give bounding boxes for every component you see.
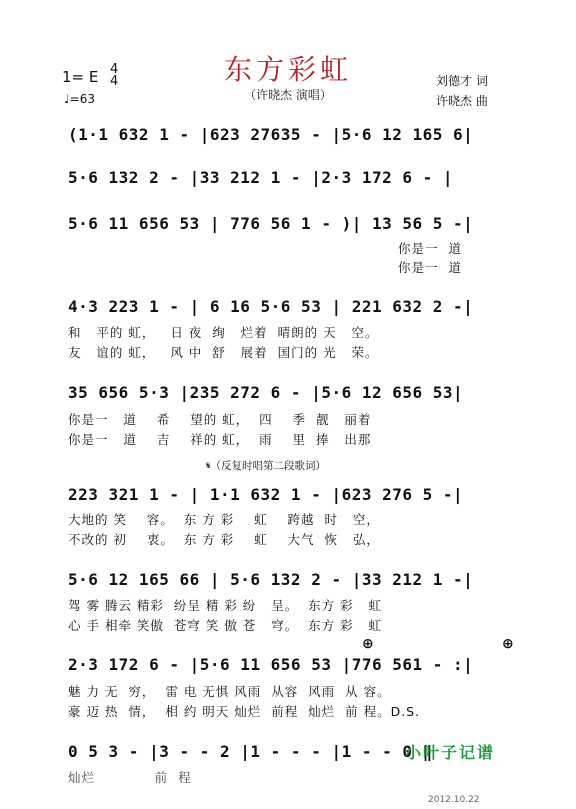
transcription-date: 2012.10.22: [428, 795, 480, 805]
score-system-7-lyric-2: 心 手 相牵 笑傲 苍穹 笑 傲 苍 穹。 东方 彩 虹: [68, 618, 383, 633]
score-system-1-notes: (1·1 632 1 - |623 27635 - |5·6 12 165 6|: [68, 125, 474, 144]
score-system-8-notes: 2·3 172 6 - |5·6 11 656 53 |776 561 - :|: [68, 655, 474, 674]
coda-mark-left: ⊕: [362, 636, 374, 652]
score-system-9-notes: 0 5 3 - |3 - - 2 |1 - - - |1 - - 0 ‖: [68, 742, 433, 761]
score-system-5-lyric-1: 你是一 道 希 望的 虹， 四 季 靓 丽着: [68, 412, 372, 427]
time-signature: [110, 64, 118, 88]
score-system-4-notes: 4·3 223 1 - | 6 16 5·6 53 | 221 632 2 -|: [68, 297, 474, 316]
song-title: 东方彩虹: [223, 53, 352, 86]
key-signature: 1= E: [62, 68, 99, 86]
time-signature-top: 4: [110, 62, 119, 77]
lyricist-credit: 刘德才 词: [436, 74, 488, 88]
score-system-6-lyric-2: 不改的 初 衷。 东 方 彩 虹 大气 恢 弘，: [68, 532, 380, 547]
score-system-5-lyric-2: 你是一 道 吉 祥的 虹， 雨 里 捧 出那: [68, 432, 372, 447]
coda-mark-right: ⊕: [502, 636, 514, 652]
score-system-3-notes: 5·6 11 656 53 | 776 56 1 - )| 13 56 5 -|: [68, 214, 474, 233]
score-system-4-lyric-2: 友 谊的 虹， 风 中 舒 展着 国门的 光 荣。: [68, 345, 379, 360]
time-signature-bottom: 4: [110, 74, 119, 89]
score-system-4-lyric-1: 和 平的 虹， 日 夜 绚 烂着 晴朗的 天 空。: [68, 325, 379, 340]
score-system-8-lyric-1: 魅 力 无 穷， 雷 电 无惧 风雨 从容 风雨 从 容。: [68, 684, 391, 699]
score-system-2-notes: 5·6 132 2 - |33 212 1 - |2·3 172 6 - |: [68, 168, 454, 187]
transcriber-seal: 小叶子记谱: [405, 743, 496, 762]
repeat-instruction: 𝄋（反复时唱第二段歌词）: [206, 460, 327, 472]
score-system-5-notes: 35 656 5·3 |235 272 6 - |5·6 12 656 53|: [68, 383, 464, 402]
score-system-8-lyric-2: 豪 迈 热 情， 相 约 明天 灿烂 前程 灿烂 前 程。D.S.: [68, 704, 421, 719]
performer-credit: （许晓杰 演唱）: [244, 88, 332, 102]
score-system-3-lyric-1: 你是一 道: [398, 241, 462, 256]
score-system-6-notes: 223 321 1 - | 1·1 632 1 - |623 276 5 -|: [68, 485, 464, 504]
score-system-7-lyric-1: 驾 雾 腾云 精彩 纷呈 精 彩 纷 呈。 东方 彩 虹: [68, 598, 383, 613]
score-system-7-notes: 5·6 12 165 66 | 5·6 132 2 - |33 212 1 -|: [68, 570, 474, 589]
score-system-6-lyric-1: 大地的 笑 容。 东 方 彩 虹 跨越 时 空，: [68, 512, 380, 527]
score-system-9-lyric-1: 灿烂 前 程: [68, 770, 192, 785]
tempo-marking: ♩=63: [64, 92, 95, 106]
composer-credit: 许晓杰 曲: [436, 94, 488, 108]
score-system-3-lyric-2: 你是一 道: [398, 260, 462, 275]
